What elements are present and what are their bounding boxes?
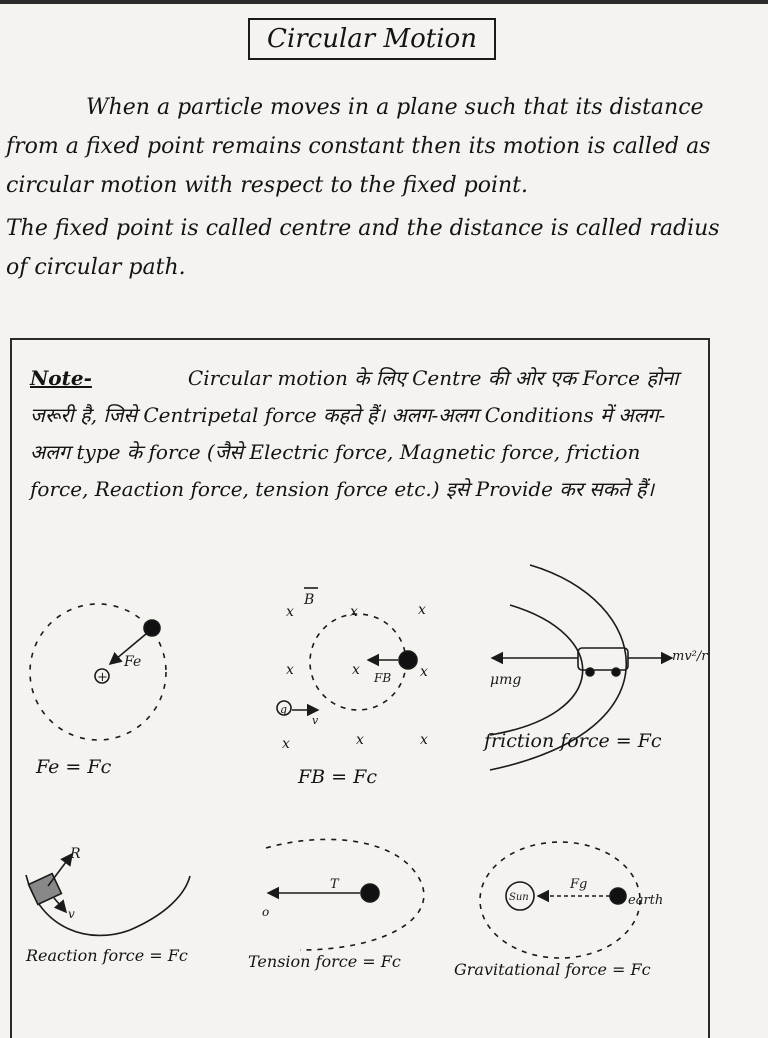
intro-paragraph-2: The fixed point is called centre and the distance is called radius of circular path. bbox=[6, 216, 720, 280]
charge-q-label: q bbox=[280, 703, 288, 716]
sun-label: Sun bbox=[509, 892, 529, 903]
field-cross: x bbox=[420, 732, 428, 748]
electric-force-label: Fe bbox=[124, 654, 142, 670]
note-body: Circular motion के लिए Centre की ओर एक Force होना जरूरी है, जिसे Centripetal force कहते हैं। अलग-अलग Conditions में अलग-अलग type के force (जैसे Electric force, Magnetic force, friction force, Reaction force, tension force etc.) इसे Provide कर सकते हैं। bbox=[30, 366, 679, 501]
field-label: B bbox=[304, 592, 315, 608]
reaction-arrow bbox=[48, 854, 72, 886]
car-wheel bbox=[586, 668, 594, 676]
page-title: Circular Motion bbox=[248, 18, 496, 60]
earth-label: earth bbox=[628, 893, 664, 908]
field-cross: x bbox=[282, 736, 290, 752]
gravity-force-label: Fg bbox=[570, 877, 588, 892]
velocity-arrow-r bbox=[54, 898, 66, 912]
earth-dot bbox=[610, 888, 626, 904]
electric-equation: Fe = Fc bbox=[36, 756, 112, 778]
tension-equation: Tension force = Fc bbox=[248, 952, 401, 971]
mv2-r-label: mv²/r bbox=[672, 649, 708, 664]
mu-mg-label: μmg bbox=[490, 672, 522, 688]
velocity-label: v bbox=[312, 714, 319, 727]
field-cross: x bbox=[356, 732, 364, 748]
field-cross: x bbox=[352, 662, 360, 678]
field-cross: x bbox=[350, 604, 358, 620]
car-icon bbox=[578, 648, 628, 670]
car-wheel bbox=[612, 668, 620, 676]
center-plus: + bbox=[97, 670, 108, 685]
electric-force-diagram bbox=[30, 604, 166, 740]
tension-mass-dot bbox=[361, 884, 379, 902]
reaction-force-diagram bbox=[26, 846, 190, 935]
tension-force-diagram bbox=[262, 839, 424, 950]
magnetic-equation: FB = Fc bbox=[298, 766, 377, 788]
gravitational-equation: Gravitational force = Fc bbox=[454, 960, 651, 979]
reaction-v-label: v bbox=[68, 907, 75, 921]
field-cross: x bbox=[420, 664, 428, 680]
reaction-r-label: R bbox=[70, 846, 81, 862]
magnetic-force-diagram bbox=[277, 588, 428, 752]
intro-paragraph-1: When a particle moves in a plane such that its distance from a fixed point remains constant then its motion is called as circular motion with respect to the fixed point. bbox=[6, 95, 711, 198]
magnetic-charge-dot bbox=[399, 651, 417, 669]
gravitational-force-diagram bbox=[480, 842, 663, 958]
note-label: Note- bbox=[30, 366, 92, 390]
field-cross: x bbox=[418, 602, 426, 618]
tension-t-label: T bbox=[330, 877, 339, 892]
reaction-equation: Reaction force = Fc bbox=[26, 946, 188, 965]
field-cross: x bbox=[286, 604, 294, 620]
tension-o-label: o bbox=[262, 905, 270, 919]
field-cross: x bbox=[286, 662, 294, 678]
friction-equation: friction force = Fc bbox=[484, 730, 662, 752]
tension-orbit bbox=[266, 839, 424, 950]
magnetic-force-label: FB bbox=[374, 671, 392, 685]
friction-road-inner bbox=[490, 605, 583, 735]
electric-charge-dot bbox=[144, 620, 160, 636]
